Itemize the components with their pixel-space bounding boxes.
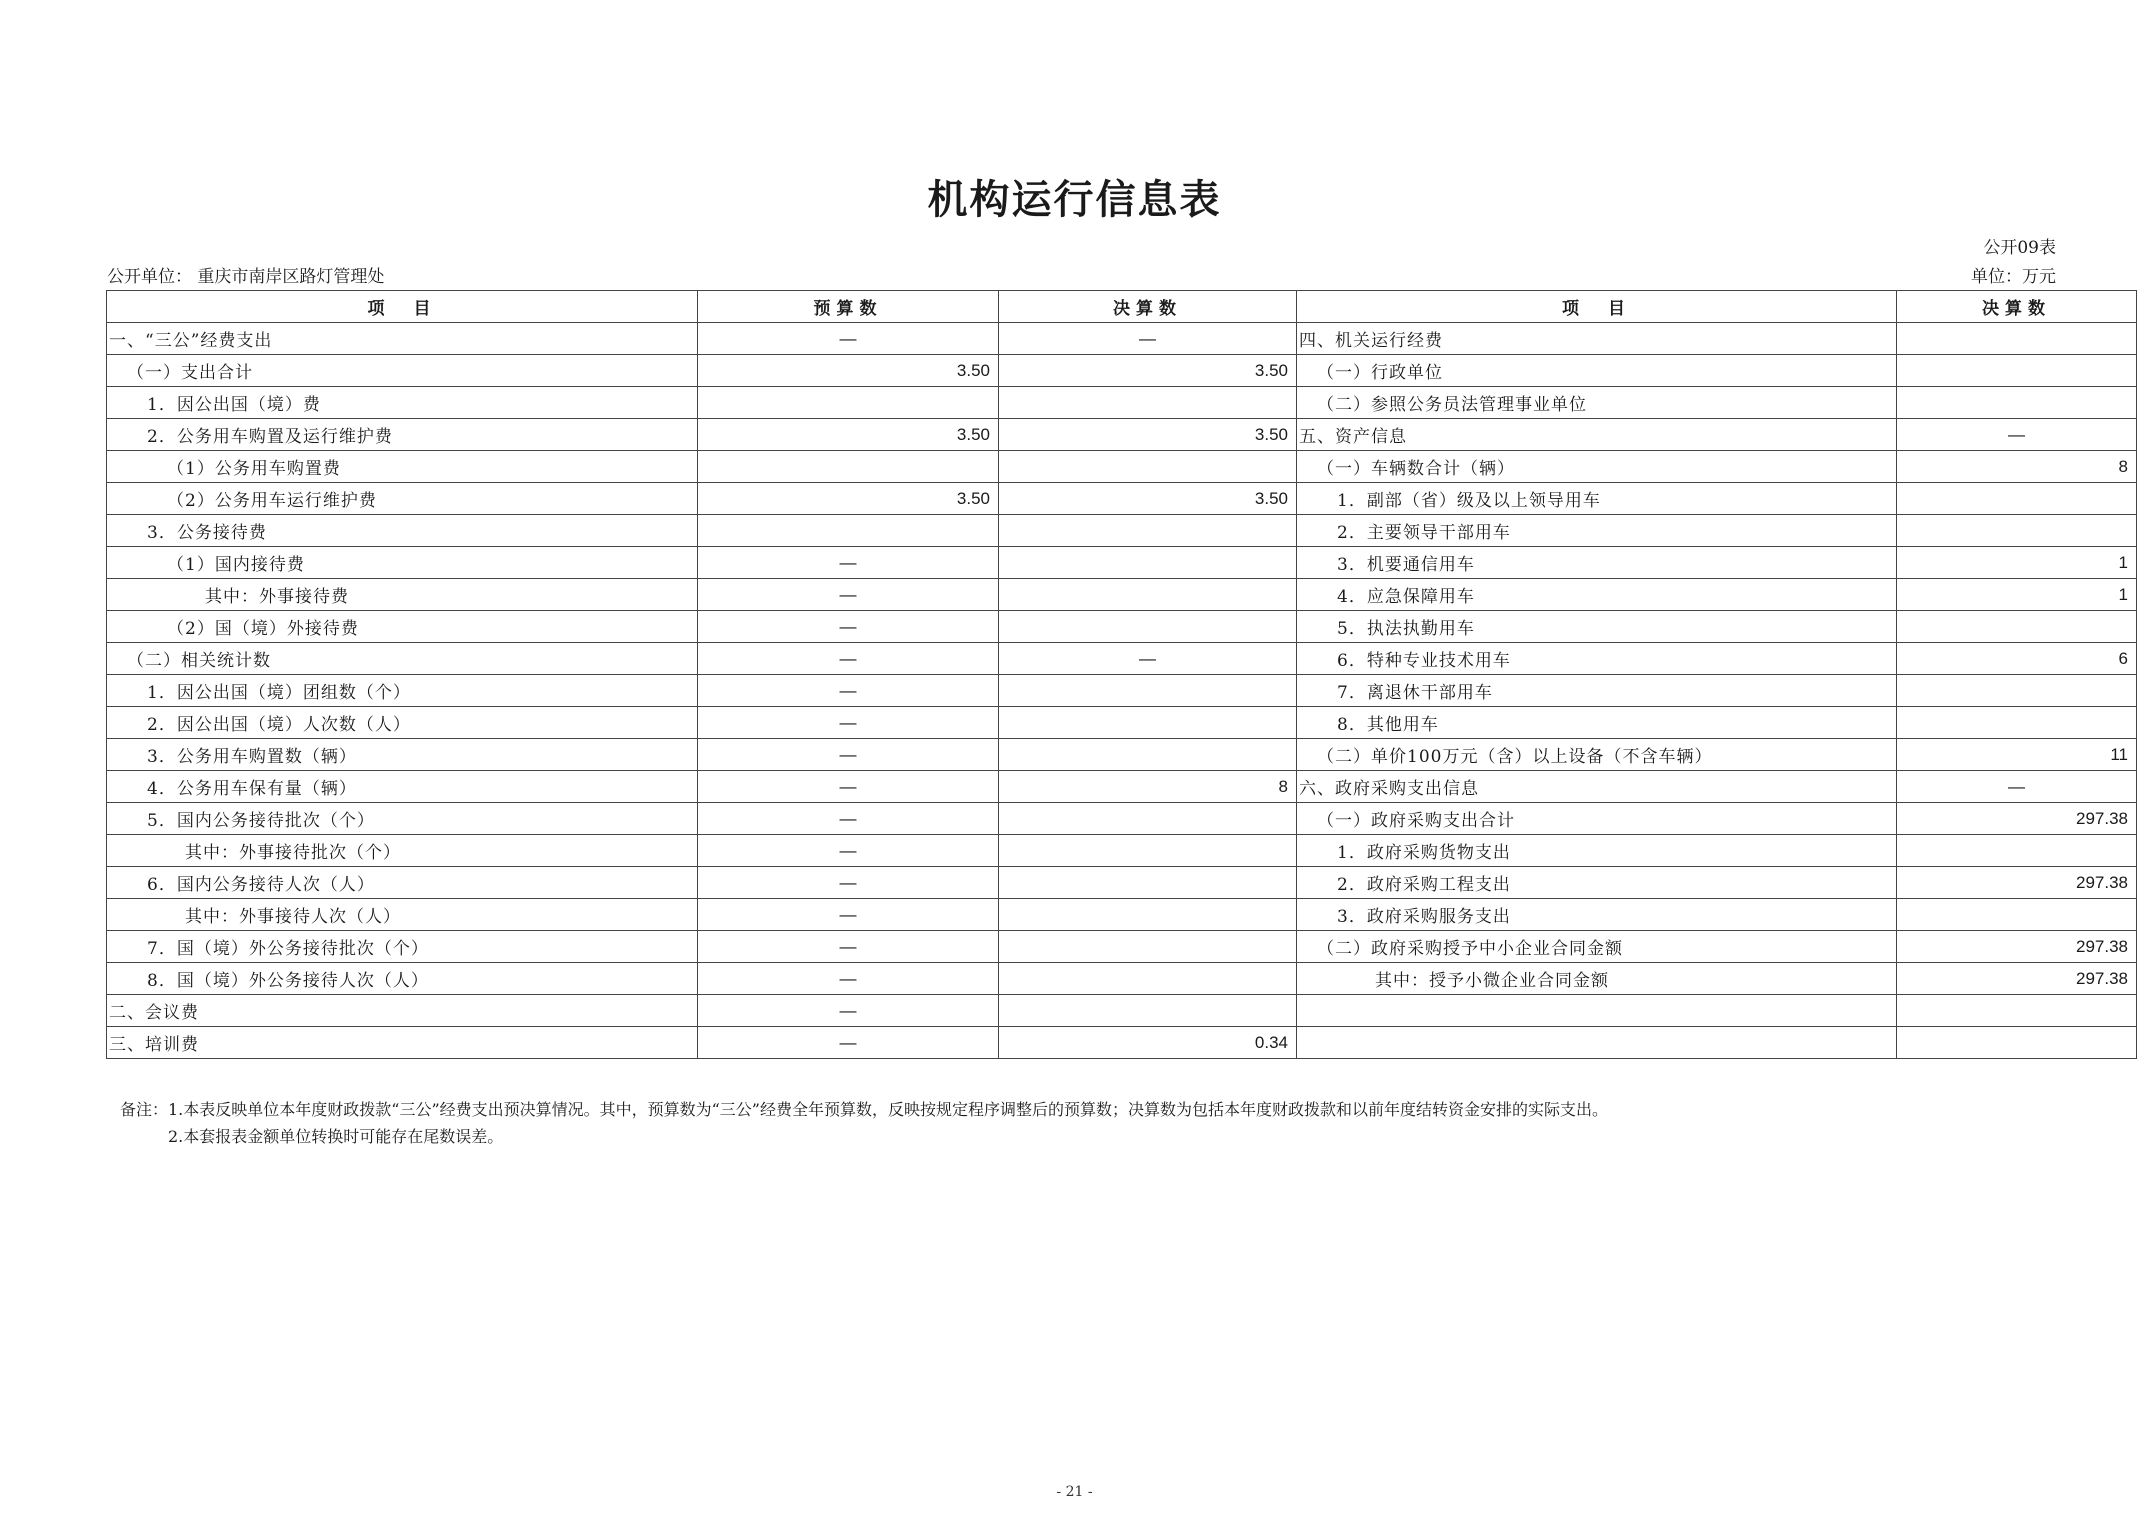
table-row [107,611,2137,643]
row-item-right: 8．其他用车 [1297,707,1897,739]
table-row [107,867,2137,899]
table-row [107,323,2137,355]
row-item-right: 7．离退休干部用车 [1297,675,1897,707]
row-budget: — [698,835,999,867]
table-row [107,579,2137,611]
row-item-right: （二）参照公务员法管理事业单位 [1297,387,1897,419]
table-row [107,1027,2137,1059]
row-budget: — [698,643,999,675]
reporting-unit: 公开单位： 重庆市南岸区路灯管理处 [107,267,385,287]
table-row [107,739,2137,771]
row-item-right: 3．机要通信用车 [1297,547,1897,579]
row-final-left [999,707,1297,739]
table-row [107,835,2137,867]
table-row [107,419,2137,451]
row-item-left: 8．国（境）外公务接待人次（人） [107,963,698,995]
row-final-right [1897,611,2137,643]
row-budget: — [698,963,999,995]
row-item-right: 3．政府采购服务支出 [1297,899,1897,931]
row-item-left: 1．因公出国（境）团组数（个） [107,675,698,707]
row-item-right: （一）行政单位 [1297,355,1897,387]
header-final-right: 决算数 [1897,291,2137,323]
table-row [107,483,2137,515]
row-item-left: 其中：外事接待批次（个） [107,835,698,867]
row-final-right: — [1897,419,2137,451]
table-body [107,323,2137,1059]
row-final-right [1897,835,2137,867]
row-budget: 3.50 [698,355,999,387]
row-item-left: （二）相关统计数 [107,643,698,675]
row-final-left [999,899,1297,931]
table-row [107,675,2137,707]
row-item-left: 3．公务用车购置数（辆） [107,739,698,771]
note-line-2: 2.本套报表金额单位转换时可能存在尾数误差。 [168,1127,504,1146]
row-final-left [999,963,1297,995]
row-item-right: （二）政府采购授予中小企业合同金额 [1297,931,1897,963]
row-final-right [1897,995,2137,1027]
row-final-right [1897,675,2137,707]
row-budget: — [698,867,999,899]
note-line-1: 备注：1.本表反映单位本年度财政拨款“三公”经费支出预决算情况。其中，预算数为“三公”经费全年预算数，反映按规定程序调整后的预算数；决算数为包括本年度财政拨款和以前年度结转资金安排的实际支出。 [120,1100,1608,1119]
row-item-left: （1）国内接待费 [107,547,698,579]
row-final-left: 3.50 [999,419,1297,451]
row-item-left: 一、“三公”经费支出 [107,323,698,355]
row-item-left: 4．公务用车保有量（辆） [107,771,698,803]
table-row [107,515,2137,547]
row-item-right: 四、机关运行经费 [1297,323,1897,355]
row-item-right: 其中：授予小微企业合同金额 [1297,963,1897,995]
row-item-left: 5．国内公务接待批次（个） [107,803,698,835]
row-budget: — [698,579,999,611]
row-final-left: 8 [999,771,1297,803]
row-item-right: 五、资产信息 [1297,419,1897,451]
table-row [107,643,2137,675]
row-final-right: 1 [1897,547,2137,579]
row-budget: — [698,803,999,835]
row-item-left: 2．公务用车购置及运行维护费 [107,419,698,451]
header-item-left: 项 目 [107,291,698,323]
row-final-left [999,867,1297,899]
table-header-row [107,291,2137,323]
row-item-left: （2）公务用车运行维护费 [107,483,698,515]
row-item-right [1297,995,1897,1027]
row-final-right: 297.38 [1897,963,2137,995]
row-final-right: 11 [1897,739,2137,771]
row-final-right [1897,515,2137,547]
row-final-right [1897,1027,2137,1059]
row-item-left: （2）国（境）外接待费 [107,611,698,643]
table-row [107,707,2137,739]
row-item-right: （一）车辆数合计（辆） [1297,451,1897,483]
header-final-left: 决算数 [999,291,1297,323]
row-item-right: 1．政府采购货物支出 [1297,835,1897,867]
row-item-right: 5．执法执勤用车 [1297,611,1897,643]
row-final-right [1897,707,2137,739]
row-final-left [999,803,1297,835]
row-item-right: （一）政府采购支出合计 [1297,803,1897,835]
row-item-right: 6．特种专业技术用车 [1297,643,1897,675]
row-final-right: 6 [1897,643,2137,675]
row-budget [698,451,999,483]
row-item-left: 三、培训费 [107,1027,698,1059]
row-budget [698,515,999,547]
row-final-left: 3.50 [999,483,1297,515]
row-budget: — [698,547,999,579]
row-budget [698,387,999,419]
row-item-right: 2．主要领导干部用车 [1297,515,1897,547]
row-final-right [1897,387,2137,419]
row-final-left [999,579,1297,611]
row-budget: — [698,771,999,803]
form-number: 公开09表 [1983,238,2056,258]
row-item-right: 4．应急保障用车 [1297,579,1897,611]
row-item-left: 二、会议费 [107,995,698,1027]
row-final-right: — [1897,771,2137,803]
table-row [107,387,2137,419]
row-item-right: （二）单价100万元（含）以上设备（不含车辆） [1297,739,1897,771]
header-item-right: 项 目 [1297,291,1897,323]
row-item-left: 6．国内公务接待人次（人） [107,867,698,899]
row-final-right: 8 [1897,451,2137,483]
table-row [107,771,2137,803]
row-item-left: （一）支出合计 [107,355,698,387]
table-row [107,899,2137,931]
row-final-right: 1 [1897,579,2137,611]
table-row [107,803,2137,835]
row-final-left [999,675,1297,707]
row-final-right [1897,899,2137,931]
row-final-right [1897,355,2137,387]
table-row [107,451,2137,483]
row-budget: — [698,707,999,739]
row-final-left: 3.50 [999,355,1297,387]
row-final-left: 0.34 [999,1027,1297,1059]
currency-unit: 单位：万元 [1971,267,2056,287]
row-final-left [999,835,1297,867]
row-budget: — [698,899,999,931]
row-item-left: 1．因公出国（境）费 [107,387,698,419]
page-title: 机构运行信息表 [927,176,1222,223]
row-item-left: 其中：外事接待人次（人） [107,899,698,931]
table-row [107,931,2137,963]
row-final-left [999,515,1297,547]
row-item-right [1297,1027,1897,1059]
info-table [106,290,2137,1059]
row-final-right [1897,483,2137,515]
row-item-left: 2．因公出国（境）人次数（人） [107,707,698,739]
row-budget: — [698,1027,999,1059]
row-final-left [999,611,1297,643]
row-budget: — [698,995,999,1027]
page-number: - 21 - [1056,1484,1093,1500]
row-budget: — [698,739,999,771]
row-budget: — [698,323,999,355]
row-budget: — [698,675,999,707]
row-final-left [999,739,1297,771]
row-final-left [999,931,1297,963]
row-final-left [999,547,1297,579]
table-row [107,995,2137,1027]
row-item-right: 六、政府采购支出信息 [1297,771,1897,803]
row-item-left: 7．国（境）外公务接待批次（个） [107,931,698,963]
row-final-right: 297.38 [1897,803,2137,835]
row-final-right: 297.38 [1897,931,2137,963]
row-final-left: — [999,643,1297,675]
row-item-left: 3．公务接待费 [107,515,698,547]
row-final-right: 297.38 [1897,867,2137,899]
row-item-left: （1）公务用车购置费 [107,451,698,483]
unit-info-row [107,262,2056,286]
header-budget: 预算数 [698,291,999,323]
row-final-left [999,387,1297,419]
row-item-left: 其中：外事接待费 [107,579,698,611]
table-row [107,355,2137,387]
row-item-right: 2．政府采购工程支出 [1297,867,1897,899]
row-final-right [1897,323,2137,355]
row-budget: — [698,611,999,643]
notes [120,1096,1608,1150]
row-item-right: 1．副部（省）级及以上领导用车 [1297,483,1897,515]
row-final-left: — [999,323,1297,355]
table-row [107,963,2137,995]
row-budget: — [698,931,999,963]
row-final-left [999,451,1297,483]
row-budget: 3.50 [698,419,999,451]
row-budget: 3.50 [698,483,999,515]
row-final-left [999,995,1297,1027]
table-row [107,547,2137,579]
